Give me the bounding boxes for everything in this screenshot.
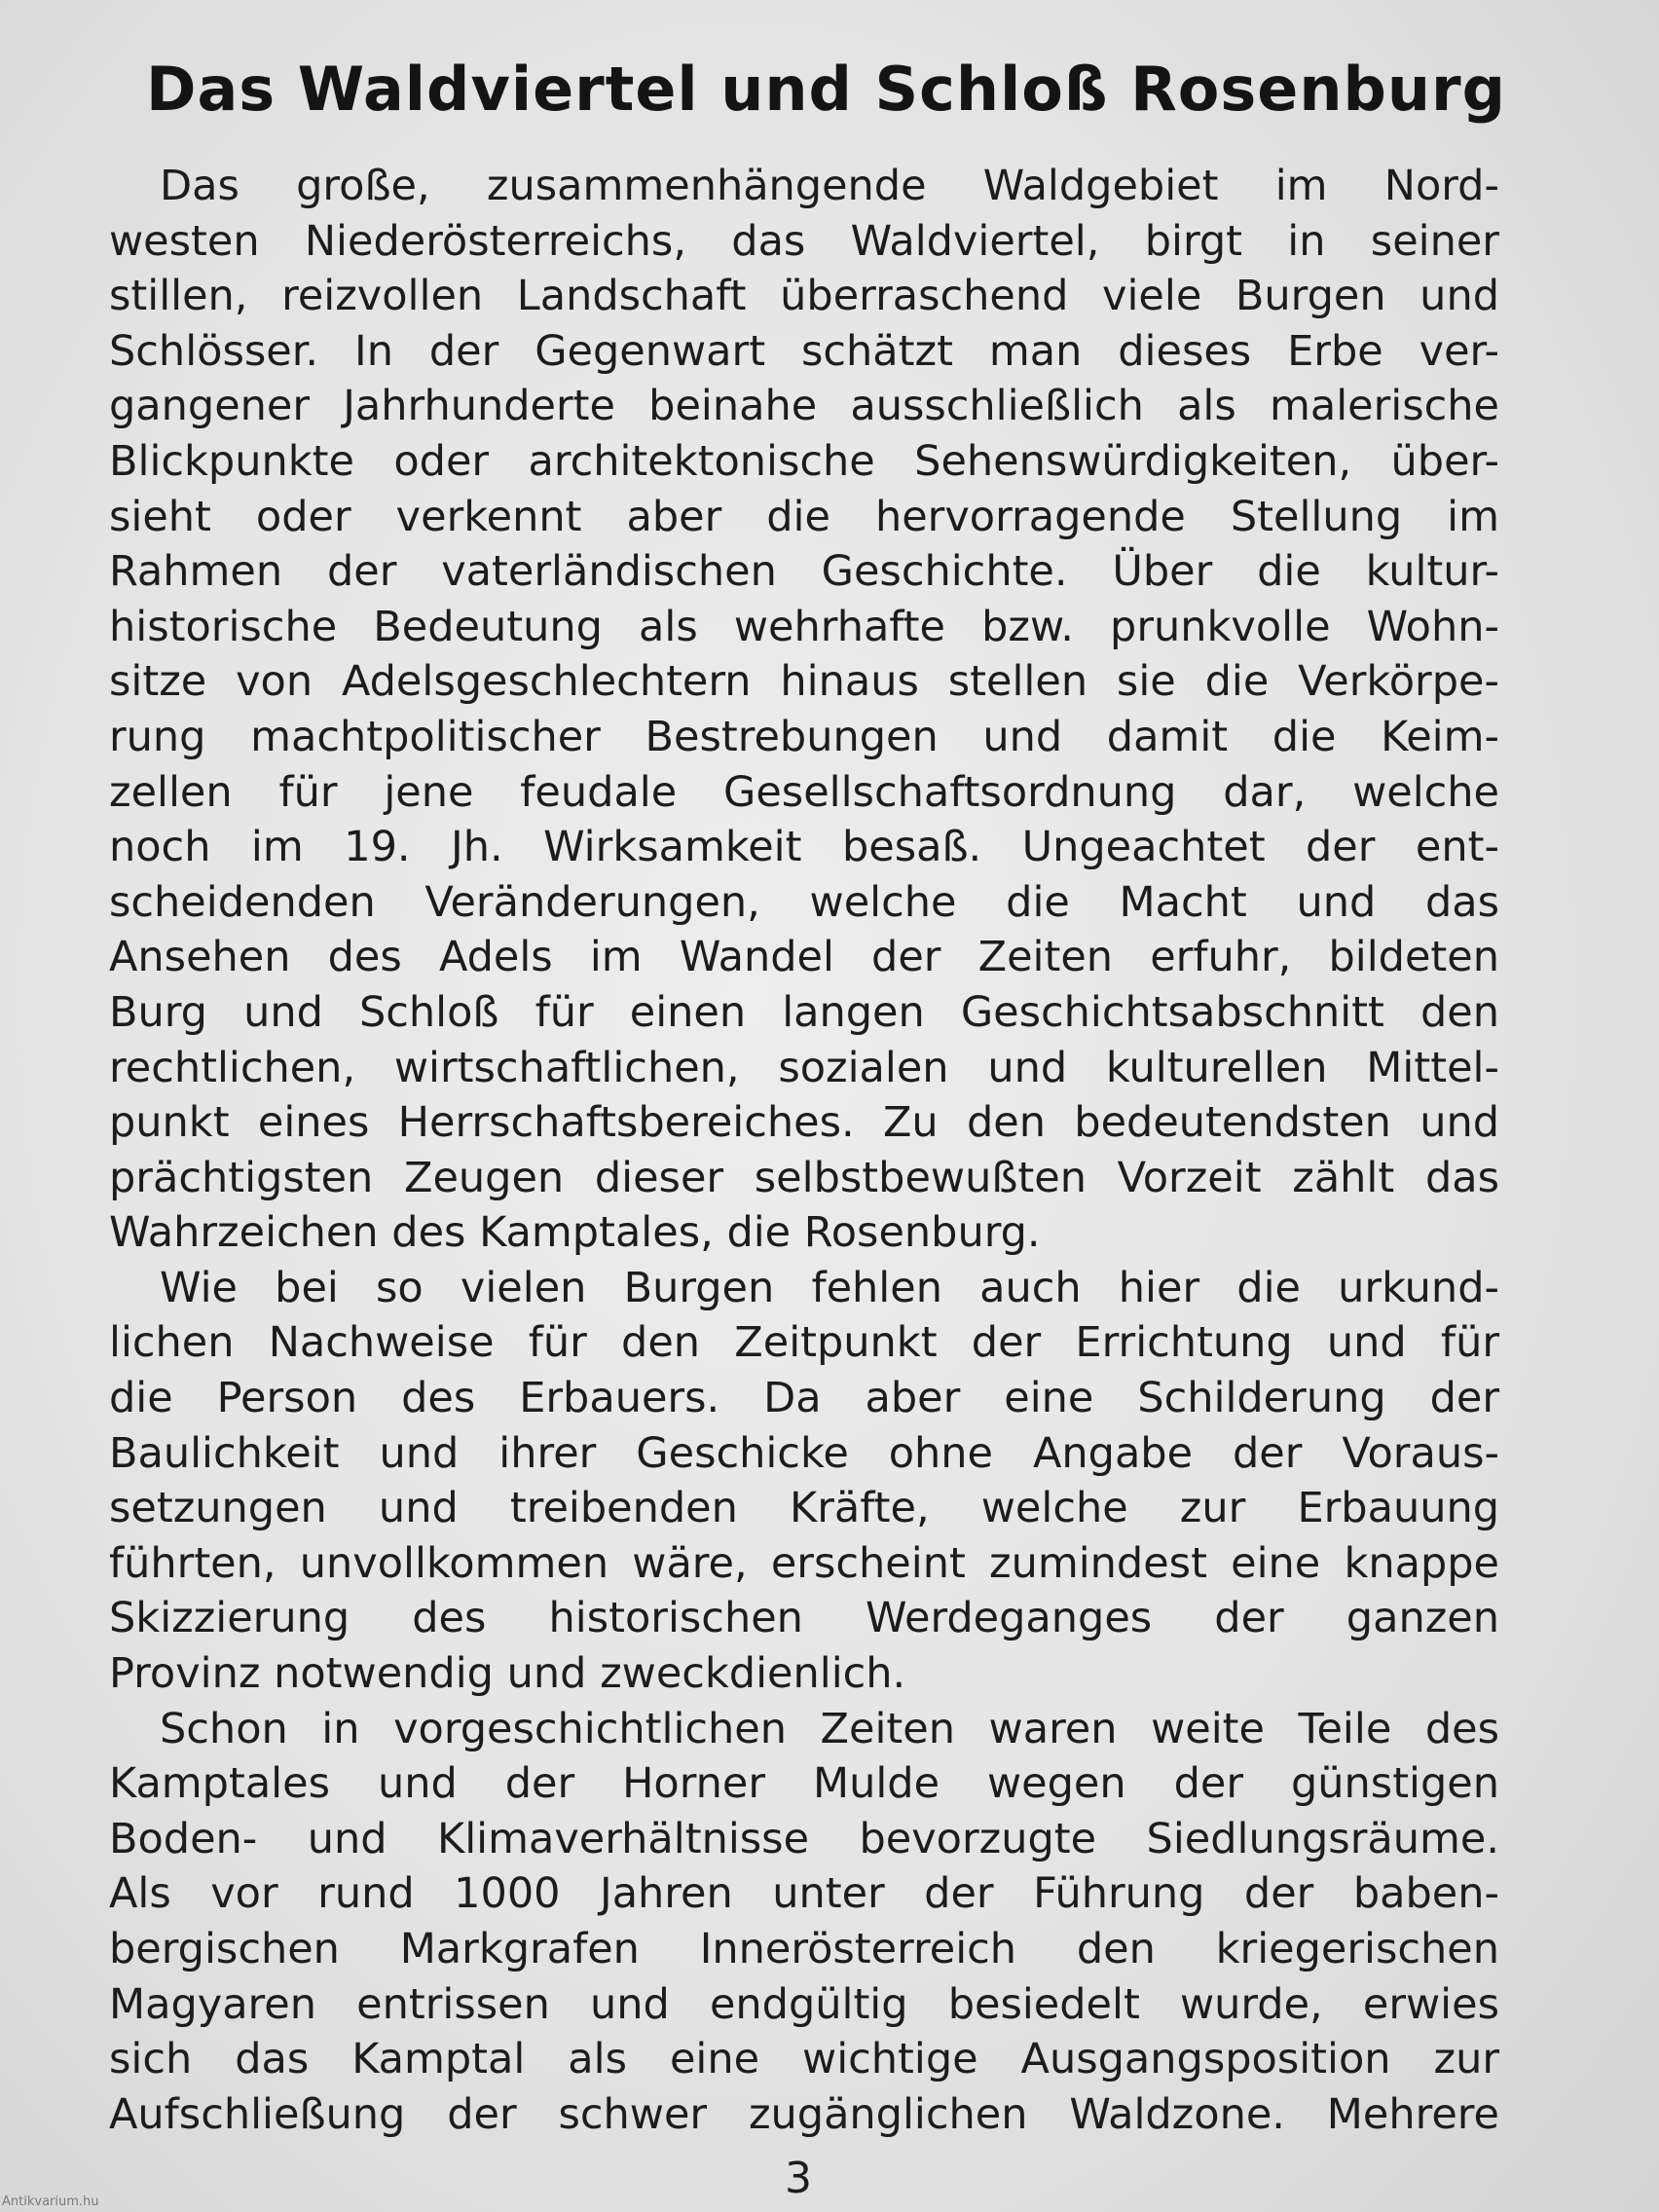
text-line: Boden- und Klimaverhältnisse bevorzugte Siedlungsräume. [109,1814,1499,1863]
text-line: sich das Kamptal als eine wichtige Ausgangsposition zur [109,2035,1499,2084]
text-line: Das große, zusammenhängende Waldgebiet im Nord- [160,162,1499,210]
text-line: scheidenden Veränderungen, welche die Macht und das [109,877,1499,927]
text-line: historische Bedeutung als wehrhafte bzw. prunkvolle Wohn- [109,602,1499,651]
text-line: Ansehen des Adels im Wandel der Zeiten erfuhr, bildeten [109,933,1499,982]
text-line: noch im 19. Jh. Wirksamkeit besaß. Ungeachtet der ent- [109,823,1499,872]
text-line: Als vor rund 1000 Jahren unter der Führung der baben- [109,1869,1499,1919]
paragraph [109,1261,1499,1702]
text-line: Aufschließung der schwer zugänglichen Waldzone. Mehrere [109,2089,1499,2139]
text-line: rechtlichen, wirtschaftlichen, sozialen und kulturellen Mittel- [109,1043,1499,1092]
text-line: Wahrzeichen des Kamptales, die Rosenburg. [109,1208,1041,1258]
text-line: zellen für jene feudale Gesellschaftsordnung dar, welche [109,767,1499,817]
paragraph [109,1702,1499,2143]
text-line: sieht oder verkennt aber die hervorragende Stellung im [109,492,1499,541]
text-line: bergischen Markgrafen Innerösterreich den kriegerischen [109,1925,1499,1973]
text-line: Burg und Schloß für einen langen Geschichtsabschnitt den [109,987,1499,1037]
page-number: 3 [785,2154,812,2203]
watermark: Antikvarium.hu [2,2194,99,2209]
text-line: setzungen und treibenden Kräfte, welche zur Erbauung [109,1484,1499,1533]
text-line: sitze von Adelsgeschlechtern hinaus stellen sie die Verkörpe- [109,657,1499,707]
text-line: Wie bei so vielen Burgen fehlen auch hier die urkund- [160,1263,1499,1312]
text-line: Provinz notwendig und zweckdienlich. [109,1649,906,1699]
text-line: Blickpunkte oder architektonische Sehenswürdigkeiten, über- [109,436,1499,486]
text-line: westen Niederösterreichs, das Waldviertel, birgt in seiner [109,216,1499,266]
text-line: Kamptales und der Horner Mulde wegen der günstigen [109,1759,1499,1809]
text-line: gangener Jahrhunderte beinahe ausschließlich als malerische [109,382,1499,431]
text-line: lichen Nachweise für den Zeitpunkt der Errichtung und für [109,1318,1499,1368]
text-line: stillen, reizvollen Landschaft überraschend viele Burgen und [109,272,1499,321]
text-line: die Person des Erbauers. Da aber eine Schilderung der [109,1374,1499,1423]
text-line: Schlösser. In der Gegenwart schätzt man dieses Erbe ver- [109,326,1499,376]
text-line: Rahmen der vaterländischen Geschichte. Über die kultur- [109,547,1499,597]
text-line: Skizzierung des historischen Werdeganges der ganzen [109,1594,1499,1643]
page-title: Das Waldviertel und Schloß Rosenburg [146,54,1506,125]
text-line: punkt eines Herrschaftsbereiches. Zu den bedeutendsten und [109,1098,1499,1148]
paragraph [109,159,1499,1261]
text-line: prächtigsten Zeugen dieser selbstbewußten Vorzeit zählt das [109,1153,1499,1202]
text-line: Baulichkeit und ihrer Geschicke ohne Angabe der Voraus- [109,1428,1499,1478]
text-line: rung machtpolitischer Bestrebungen und damit die Keim- [109,712,1499,761]
text-line: Magyaren entrissen und endgültig besiedelt wurde, erwies [109,1979,1499,2029]
body-text [109,159,1499,2142]
text-line: Schon in vorgeschichtlichen Zeiten waren weite Teile des [160,1704,1499,1753]
text-line: führten, unvollkommen wäre, erscheint zumindest eine knappe [109,1538,1499,1588]
